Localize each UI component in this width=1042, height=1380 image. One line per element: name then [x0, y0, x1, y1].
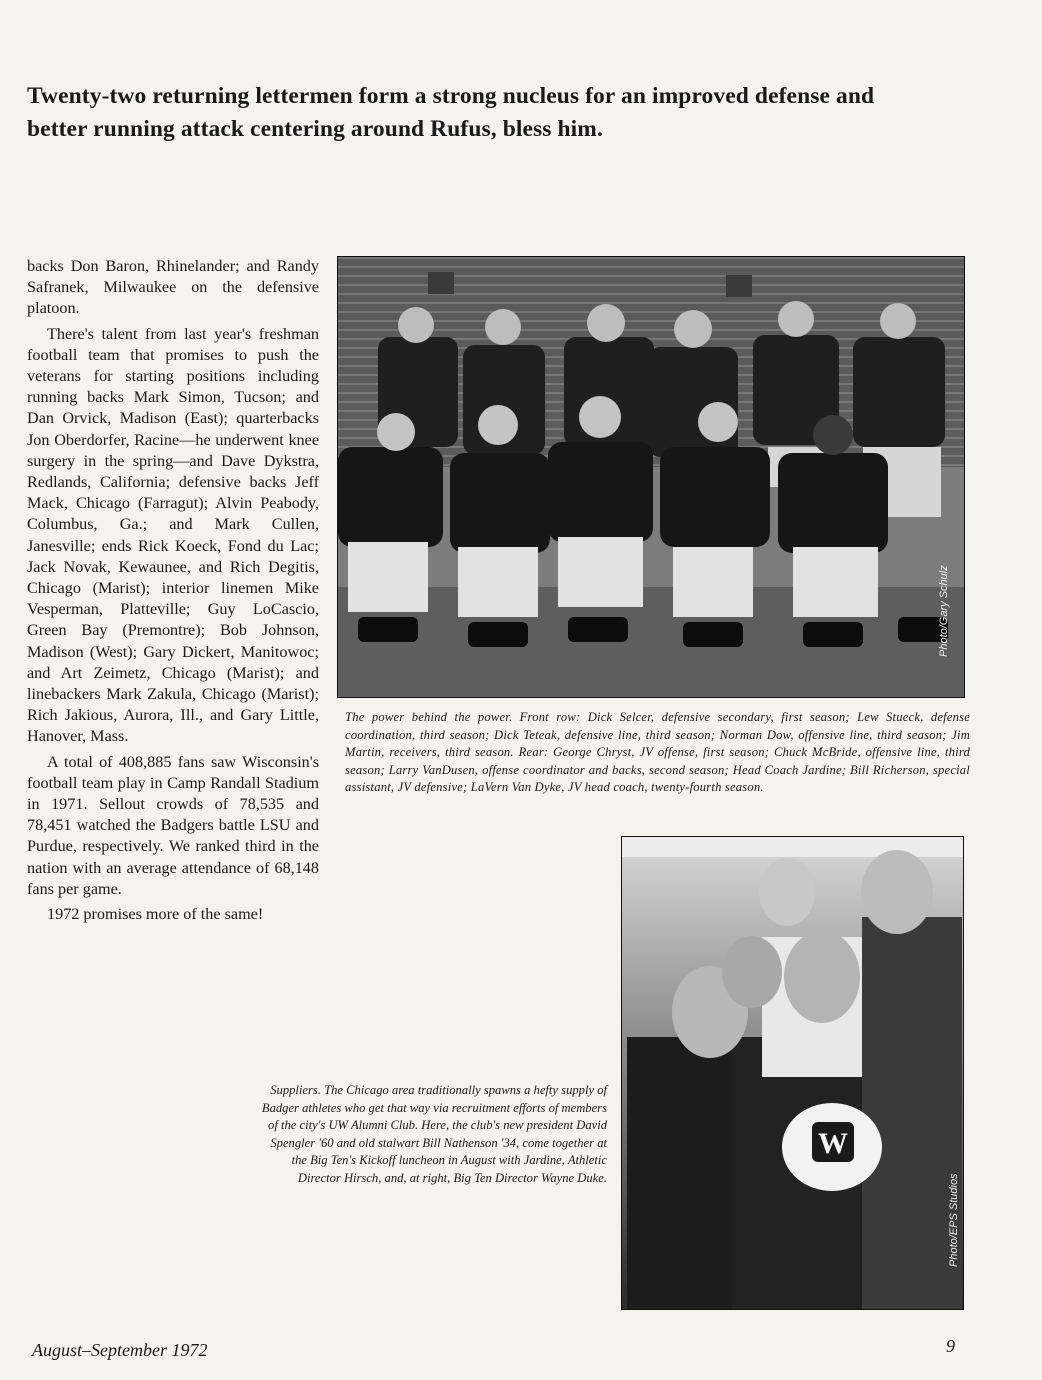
photo-caption: Suppliers. The Chicago area traditionally spawns a hefty supply of Badger athletes who get that way via recruitment efforts of members of the city's UW Alumni Club. Here, the club's new president David Spengler '60 and old stalwart Bill Nathenson '34, come together at the Big Ten's Kickoff luncheon in August with Jardine, Athletic Director Hirsch, and, at right, Big Ten Director Wayne Duke.	[261, 1083, 607, 1185]
helmet-w-logo: W	[818, 1127, 848, 1160]
body-paragraph: A total of 408,885 fans saw Wisconsin's football team play in Camp Randall Stadium in 1971. Sellout crowds of 78,535 and 78,451 watched the Badgers battle LSU and Purdue, respectively. We ranked third in the nation with an average attendance of 68,148 fans per game.	[27, 752, 319, 898]
body-paragraph: backs Don Baron, Rhinelander; and Randy Safranek, Milwaukee on the defensive platoon.	[27, 257, 319, 318]
photo-credit: Photo/Gary Schulz	[938, 565, 950, 657]
body-paragraph: 1972 promises more of the same!	[47, 905, 264, 924]
photo-credit: Photo/EPS Studios	[948, 1173, 960, 1267]
page-number: 9	[946, 1336, 955, 1356]
article-headline: Twenty-two returning lettermen form a strong nucleus for an improved defense and better running attack centering around Rufus, bless him.	[27, 83, 875, 142]
body-paragraph: There's talent from last year's freshman football team that promises to push the veterans for starting positions including running backs Mark Simon, Tucson; and Dan Orvick, Madison (East); quarterbacks Jon Oberdorfer, Racine—he underwent knee surgery in the spring—and Dave Dykstra, Redlands, California; defensive backs Jeff Mack, Chicago (Farragut); Alvin Peabody, Columbus, Ga.; and Mark Cullen, Janesville; ends Rick Koeck, Fond du Lac; Jack Novak, Kewaunee, and Rich Degitis, Chicago (Marist); interior linemen Mike Vesperman, Platteville; Guy LoCascio, Green Bay (Premontre); Bob Johnson, Madison (West); Gary Dickert, Manitowoc; and Art Zeimetz, Chicago (Marist); and linebackers Mark Zakula, Chicago (Marist); Rich Jakious, Aurora, Ill., and Gary Little, Hanover, Mass.	[27, 324, 319, 746]
photo-caption: The power behind the power. Front row: Dick Selcer, defensive secondary, first season; Lew Stueck, defense coordination, third season; Dick Teteak, defensive line, third season; Norman Dow, offensive line, third season; Jim Martin, receivers, third season. Rear: George Chryst, JV offense, first season; Chuck McBride, offensive line, third season; Larry VanDusen, offense coordinator and backs, second season; Head Coach Jardine; Bill Richerson, special assistant, JV defensive; LaVern Van Dyke, JV head coach, twenty-fourth season.	[345, 710, 970, 794]
luncheon-photo-image	[622, 837, 963, 1309]
coaching-staff-photo-image	[338, 257, 964, 697]
coaching-staff-photo	[337, 256, 965, 698]
issue-date: August–September 1972	[32, 1340, 208, 1360]
luncheon-photo	[621, 836, 964, 1310]
body-column	[27, 256, 319, 925]
